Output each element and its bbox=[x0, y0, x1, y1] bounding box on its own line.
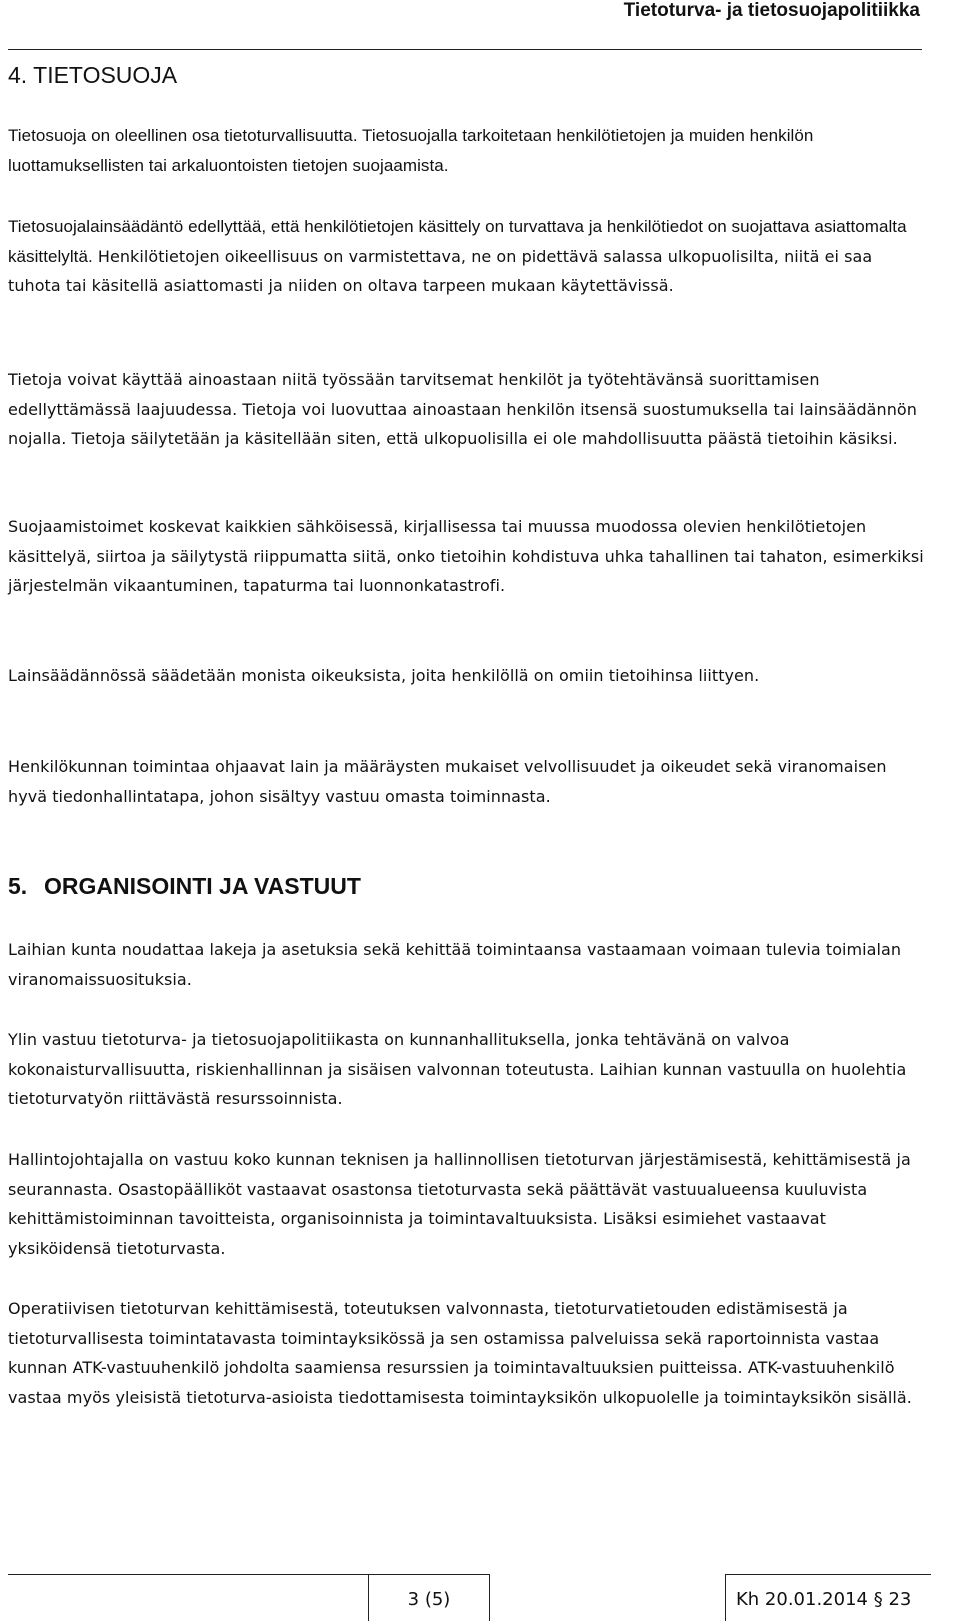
page-footer bbox=[0, 1574, 960, 1620]
paragraph bbox=[8, 212, 930, 301]
paragraph-part: Tietosuojalainsäädäntö edellyttää, että henkilötietojen käsittely on turvattava ja henkilötiedot on suojattava asiattomalta käsittelyltä. bbox=[8, 217, 907, 266]
paragraph: Lainsäädännössä säädetään monista oikeuksista, joita henkilöllä on omiin tietoihinsa liittyen. bbox=[8, 666, 760, 685]
paragraph: Tietoja voivat käyttää ainoastaan niitä työssään tarvitsemat henkilöt ja työtehtävänsä suorittamisen edellyttämässä laajuudessa. Tietoja voi luovuttaa ainoastaan henkilön itsensä suostumuksella tai lainsäädännön nojalla. Tietoja säilytetään ja käsitellään siten, että ulkopuolisilla ei ole mahdollisuutta päästä tietoihin käsiksi. bbox=[8, 370, 917, 448]
paragraph: Tietosuoja on oleellinen osa tietoturvallisuutta. Tietosuojalla tarkoitetaan henkilötietojen ja muiden henkilön luottamuksellisten tai arkaluontoisten tietojen suojaamista. bbox=[8, 126, 814, 175]
paragraph: Henkilökunnan toimintaa ohjaavat lain ja määräysten mukaiset velvollisuudet ja oikeudet sekä viranomaisen hyvä tiedonhallintatapa, johon sisältyy vastuu omasta toiminnasta. bbox=[8, 757, 887, 806]
footer-page-box bbox=[368, 1574, 490, 1621]
section-5-heading bbox=[8, 873, 361, 900]
section-4-heading: 4. TIETOSUOJA bbox=[8, 62, 178, 88]
footer-rule bbox=[8, 1574, 368, 1575]
paragraph-part: Henkilötietojen oikeellisuus on varmistettava, ne on pidettävä salassa ulkopuolisilta, niitä ei saa tuhota tai käsitellä asiattomasti ja niiden on oltava tarpeen mukaan käytettävissä. bbox=[8, 246, 873, 295]
paragraph: Suojaamistoimet koskevat kaikkien sähköisessä, kirjallisessa tai muussa muodossa olevien henkilötietojen käsittelyä, siirtoa ja säilytystä riippumatta siitä, onko tietoihin kohdistuva uhka tahallinen tai tahaton, esimerkiksi järjestelmän vikaantuminen, tapaturma tai luonnonkatastrofi. bbox=[8, 517, 924, 595]
document-header-title: Tietoturva- ja tietosuojapolitiikka bbox=[623, 0, 920, 21]
paragraph: Ylin vastuu tietoturva- ja tietosuojapolitiikasta on kunnanhallituksella, jonka tehtävänä on valvoa kokonaisturvallisuutta, riskienhallinnan ja sisäisen valvonnan toteutusta. Laihian kunnan vastuulla on huolehtia tietoturvatyön riittävästä resurssoinnista. bbox=[8, 1030, 907, 1108]
section-title: ORGANISOINTI JA VASTUUT bbox=[44, 873, 361, 899]
footer-reference-box bbox=[725, 1574, 931, 1621]
paragraph: Hallintojohtajalla on vastuu koko kunnan teknisen ja hallinnollisen tietoturvan järjestämisestä, kehittämisestä ja seurannasta. Osastopäälliköt vastaavat osastonsa tietoturvasta sekä päättävät vastuualueensa kuuluvista kehittämistoiminnan tavoitteista, organisoinnista ja toimintavaltuuksista. Lisäksi esimiehet vastaavat yksiköidensä tietoturvasta. bbox=[8, 1150, 911, 1258]
paragraph: Laihian kunta noudattaa lakeja ja asetuksia sekä kehittää toimintaansa vastaamaan voimaan tulevia toimialan viranomaissuosituksia. bbox=[8, 940, 902, 989]
section-number: 5. bbox=[8, 873, 28, 899]
header-rule bbox=[8, 49, 922, 50]
page-number: 3 (5) bbox=[407, 1589, 451, 1610]
decision-reference: Kh 20.01.2014 § 23 bbox=[736, 1589, 912, 1610]
paragraph: Operatiivisen tietoturvan kehittämisestä, toteutuksen valvonnasta, tietoturvatietouden edistämisestä ja tietoturvallisesta toimintatavasta toimintayksikössä ja sen ostamissa palveluissa sekä raportoinnista vastaa kunnan ATK-vastuuhenkilö johdolta saamiensa resurssien ja toimintavaltuuksien puitteissa. ATK-vastuuhenkilö vastaa myös yleisistä tietoturva-asioista tiedottamisesta toimintayksikön ulkopuolelle ja toimintayksikön sisällä. bbox=[8, 1299, 912, 1407]
